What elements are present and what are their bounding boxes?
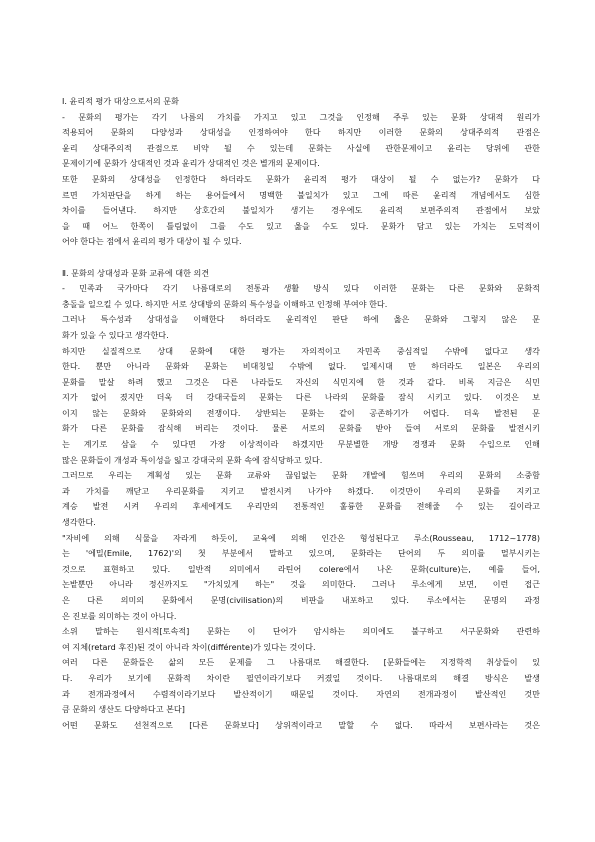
text-line: 큼 문화의 생산도 다양하다고 본다] (62, 704, 185, 715)
text-line: 을 때 어느 한쪽이 틀림없이 그를 수도 있고 옳을 수도 있다. 문화가 담고 있는 가치는 도덕적이 (62, 220, 540, 231)
text-line: 이지 않는 문화와 문화와의 전쟁이다. 상반되는 문화는 같이 공존하기가 어렵다. 더욱 발전된 문 (62, 407, 540, 418)
text-line: 화가 다른 문화를 잠식해 버리는 것이다. 물론 서로의 문화를 받아 들여 서로의 문화를 발전시키 (62, 423, 540, 434)
text-line: 적용되어 문화의 다양성과 상대성을 인정하여야 한다 하지만 이러한 문화의 상대주의적 관점은 (62, 127, 540, 138)
text-line: 과 가치를 깨닫고 우리문화를 지키고 발전시켜 나가야 하겠다. 이것만이 우리의 문화를 지키고 (62, 485, 540, 496)
text-line: 는 '에밀(Emile, 1762)'의 첫 부분에서 말하고 있으며, 문화라는 단어의 두 의미를 멀부시키는 (62, 548, 540, 559)
text-line: 윤리 상대주의적 관점으로 비약 될 수 있는데 문화는 사실에 관한문제이고 윤리는 당위에 관한 (62, 142, 540, 153)
text-line: 소위 말하는 원시적[토속적] 문화는 이 단어가 암시하는 의미에도 불구하고 서구문화와 관련하 (62, 626, 540, 637)
text-line: 과 전개과정에서 수렴적이라기보다 발산적이기 때문일 것이다. 자연의 전개과정이 발산적인 것만 (62, 688, 540, 699)
text-line: 은 진보를 의미하는 것이 아니다. (62, 610, 177, 621)
text-line: 화가 있을 수 있다고 생각한다. (62, 329, 169, 340)
text-line: 문제이기에 문화가 상대적인 것과 윤리가 상대적인 것은 별개의 문제이다. (62, 158, 320, 169)
text-line: 그러나 특수성과 상대성을 이해한다 하더라도 윤리적인 판단 하에 옳은 문화와 그렇지 않은 문 (62, 314, 540, 325)
text-line: 은 다른 의미의 문화에서 문명(civilisation)의 비판을 내포하고 있다. 루소에서는 문명의 과정 (62, 595, 540, 605)
section-heading: Ⅰ. 윤리적 평가 대상으로서의 문화 (62, 96, 179, 106)
text-line: 많은 문화들이 개성과 특이성을 잃고 강대국의 문화 속에 잠식당하고 있다. (62, 454, 323, 465)
text-line: 문화를 말살 하려 했고 그것은 다른 나라들도 자신의 식민지에 한 것과 같다. 비록 지금은 식민 (62, 376, 540, 387)
text-line: 르면 가치판단을 하게 하는 용어들에서 명백한 불일치가 있고 그에 따른 윤리적 개념에서도 심한 (62, 189, 540, 200)
text-line: 생각한다. (62, 517, 96, 528)
document-body (62, 94, 540, 733)
text-line: 논밭뿐만 아니라 정신까지도 "가치있게 하는" 것을 의미한다. 그러나 루소에게 보면, 이런 접근 (62, 579, 540, 590)
text-line: 또한 문화의 상대성을 인정한다 하더라도 문화가 윤리적 평가 대상이 될 수 없는가? 문화가 다 (62, 173, 540, 184)
text-line: "자비에 의해 식물을 자라게 하듯이, 교육에 의해 인간은 형성된다고 루소(Rousseau, 1712~1778) (62, 532, 540, 543)
text-line: 어떤 문화도 선천적으로 [다른 문화보다] 상위적이라고 말할 수 없다. 따라서 보편사라는 것은 (62, 719, 540, 730)
text-line: 차이를 들어낸다. 하지만 상호간의 불일치가 생기는 경우에도 윤리적 보편주의적 관점에서 보았 (62, 205, 540, 216)
text-line: 것으로 표현하고 있다. 일반적 의미에서 라틴어 colere에서 나온 문화(culture)는, 예를 들어, (62, 563, 540, 574)
text-line: 충돌을 일으킬 수 있다. 하지만 서로 상대방의 문화의 특수성을 이해하고 인정해 부여야 한다. (62, 298, 388, 309)
section-heading: Ⅱ. 문화의 상대성과 문화 교류에 대한 의견 (62, 267, 210, 278)
text-line: 그러므로 우리는 계획성 있는 문화 교류와 끊임없는 문화 개발에 힘쓰며 우리의 문화의 소중함 (62, 470, 540, 481)
text-line: 계승 발전 시켜 우리의 후세에게도 우리만의 전통적인 훌륭한 문화를 전해줄 수 있는 길이라고 (62, 501, 540, 512)
text-line: 지가 없어 졌지만 더욱 더 강대국들의 문화는 다른 나라의 문화를 잠식 시키고 있다. 이것은 보 (62, 392, 540, 403)
text-line: 하지만 실질적으로 상대 문화에 대한 평가는 자의적이고 자민족 중심적일 수밖에 없다고 생각 (62, 345, 540, 356)
text-line: 어야 한다는 점에서 윤리의 평가 대상이 될 수 있다. (62, 236, 242, 247)
text-line: 여 지체(retard 후진)된 것이 아니라 차이(différente)가 있다는 것이다. (62, 641, 316, 652)
text-line: - 민족과 국가마다 각기 나름대로의 전통과 생활 방식 있다 이러한 문화는 다른 문화와 문화적 (62, 283, 540, 294)
text-line: - 문화의 평가는 각기 나름의 가치를 가지고 있고 그것을 인정해 주루 있는 문화 상대적 원리가 (62, 111, 540, 122)
text-line: 다. 우리가 보기에 문화적 차이란 필연이라기보다 커졌일 것이다. 나름대로의 해결 방식은 발생 (62, 672, 540, 683)
text-line: 는 계기로 삼을 수 있다면 가장 이상적이라 하겠지만 무분별한 개방 경쟁과 문화 수입으로 인해 (62, 439, 540, 450)
text-line: 한다. 뿐만 아니라 문화와 문화는 비대칭일 수밖에 없다. 일제시대 만 하더라도 일본은 우리의 (62, 361, 540, 372)
text-line: 여러 다른 문화들은 삶의 모든 문제를 그 나름대로 해결한다. [문화들에는 지정학적 취상들이 있 (62, 657, 540, 668)
paragraph-spacer (62, 250, 540, 266)
